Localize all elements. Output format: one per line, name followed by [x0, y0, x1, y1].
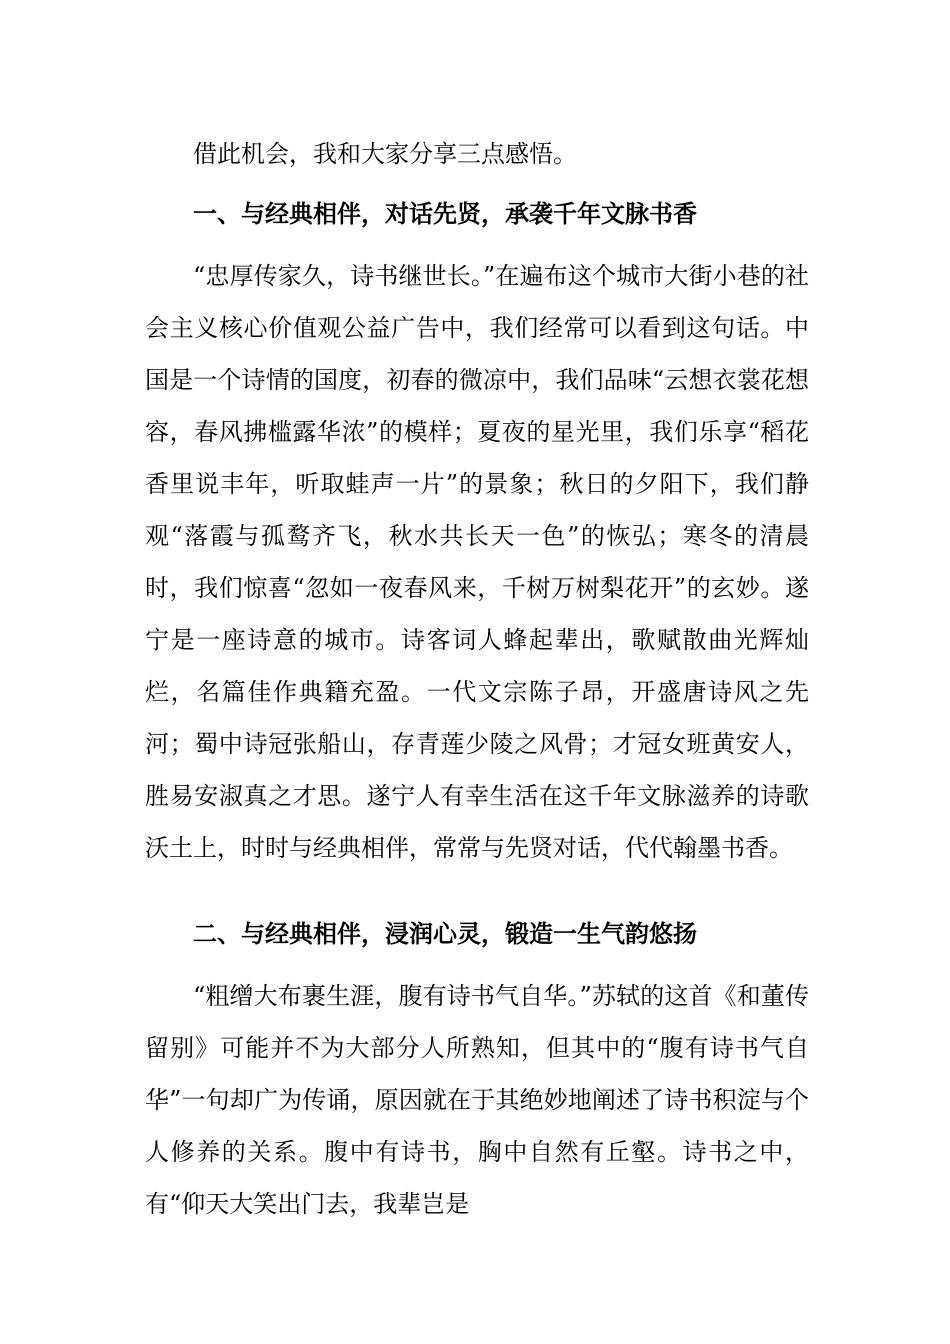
section-two-paragraph: “粗缯大布裹生涯，腹有诗书气自华。”苏轼的这首《和董传留别》可能并不为大部分人所熟知，但其中的“腹有诗书气自华”一句却广为传诵，原因就在于其绝妙地阐述了诗书积淀与个人修养的关系。腹中有诗书，胸中自然有丘壑。诗书之中，有“仰天大笑出门去，我辈岂是	[145, 982, 809, 1218]
intro-paragraph: 借此机会，我和大家分享三点感悟。	[193, 140, 577, 168]
section-heading-one: 一、与经典相伴，对话先贤，承袭千年文脉书香	[193, 200, 697, 228]
section-heading-two: 二、与经典相伴，浸润心灵，锻造一生气韵悠扬	[193, 920, 697, 948]
section-one-paragraph: “忠厚传家久，诗书继世长。”在遍布这个城市大街小巷的社会主义核心价值观公益广告中，我们经常可以看到这句话。中国是一个诗情的国度，初春的微凉中，我们品味“云想衣裳花想容，春风拂槛露华浓”的模样；夏夜的星光里，我们乐享“稻花香里说丰年，听取蛙声一片”的景象；秋日的夕阳下，我们静观“落霞与孤鹜齐飞，秋水共长天一色”的恢弘；寒冬的清晨时，我们惊喜“忽如一夜春风来，千树万树梨花开”的玄妙。遂宁是一座诗意的城市。诗客词人蜂起辈出，歌赋散曲光辉灿烂，名篇佳作典籍充盈。一代文宗陈子昂，开盛唐诗风之先河；蜀中诗冠张船山，存青莲少陵之风骨；才冠女班黄安人，胜易安淑真之才思。遂宁人有幸生活在这千年文脉滋养的诗歌沃土上，时时与经典相伴，常常与先贤对话，代代翰墨书香。	[145, 262, 809, 862]
document-page	[145, 0, 809, 1344]
